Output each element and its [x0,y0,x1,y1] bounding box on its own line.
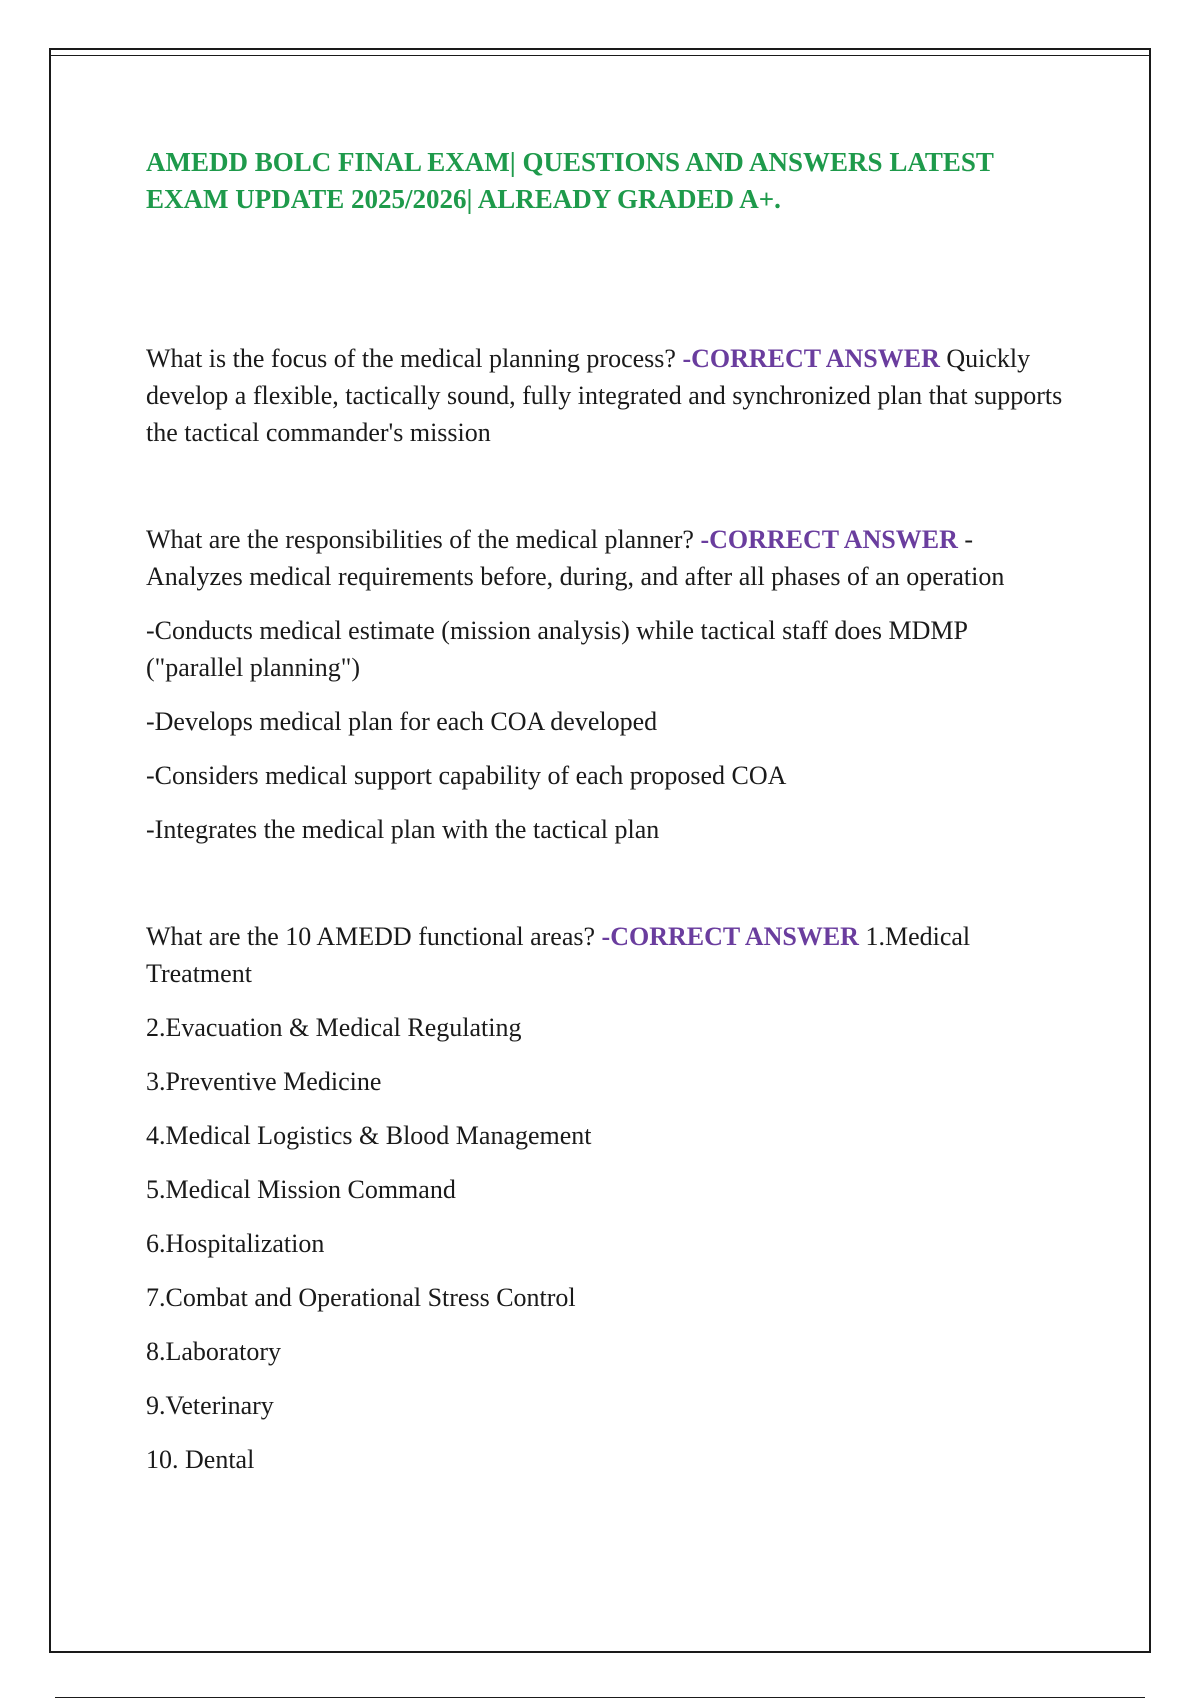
correct-answer-label: -CORRECT ANSWER [700,525,958,554]
list-item: 5.Medical Mission Command [146,1175,456,1204]
footer-rule [55,1697,1145,1698]
list-item: 4.Medical Logistics & Blood Management [146,1121,592,1150]
correct-answer-label: -CORRECT ANSWER [601,922,859,951]
list-item: -Integrates the medical plan with the tactical plan [146,815,660,844]
answer-text: 1.Medical Treatment [146,922,971,988]
document-body [146,144,1066,1478]
correct-answer-label: -CORRECT ANSWER [682,344,940,373]
document-title: AMEDD BOLC FINAL EXAM| QUESTIONS AND ANSWERS LATEST EXAM UPDATE 2025/2026| ALREADY GRADED A+. [146,147,994,214]
question-text: What are the responsibilities of the medical planner? [146,525,701,554]
list-item: 6.Hospitalization [146,1229,325,1258]
list-item: 9.Veterinary [146,1391,274,1420]
list-item: 2.Evacuation & Medical Regulating [146,1013,522,1042]
question-text: What is the focus of the medical planning process? [146,344,683,373]
answer-text: Quickly develop a flexible, tactically sound, fully integrated and synchronized plan that supports the tactical commander's mission [146,344,1063,447]
list-item: -Considers medical support capability of each proposed COA [146,761,787,790]
list-item: -Conducts medical estimate (mission analysis) while tactical staff does MDMP ("parallel planning") [146,616,968,682]
list-item: 10. Dental [146,1445,255,1474]
list-item: 7.Combat and Operational Stress Control [146,1283,576,1312]
qa-item [146,918,1066,992]
list-item: 8.Laboratory [146,1337,282,1366]
qa-item [146,340,1066,451]
list-item: -Develops medical plan for each COA developed [146,707,658,736]
question-text: What are the 10 AMEDD functional areas? [146,922,602,951]
list-item: 3.Preventive Medicine [146,1067,382,1096]
qa-item [146,521,1066,595]
answer-text: -Analyzes medical requirements before, during, and after all phases of an operation [146,525,1005,591]
